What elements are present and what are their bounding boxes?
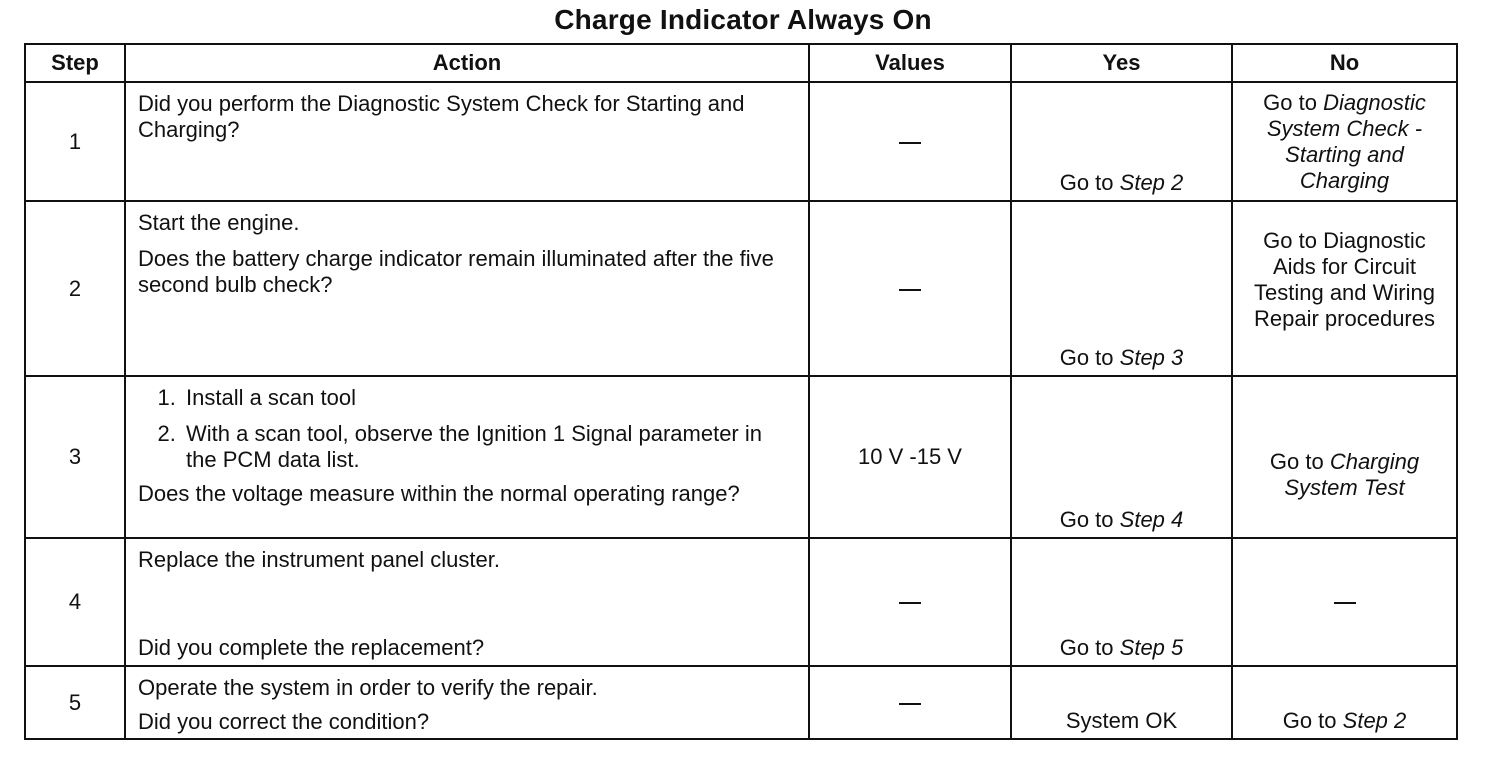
no-dash (1334, 602, 1356, 604)
value-cell (809, 538, 1011, 666)
yes-cell (1011, 376, 1232, 538)
header-yes: Yes (1011, 44, 1232, 82)
step-number: 4 (25, 538, 125, 666)
action-question: Did you correct the condition? (138, 709, 430, 734)
step-number: 2 (25, 201, 125, 376)
list-item: 2. With a scan tool, observe the Ignition 1 Signal parameter in the PCM data list. (182, 421, 796, 473)
header-action: Action (125, 44, 809, 82)
action-text: Operate the system in order to verify the repair. (138, 675, 598, 700)
header-values: Values (809, 44, 1011, 82)
no-reference-link[interactable]: Diagnostic System Check - Starting and Charging (1266, 89, 1426, 193)
action-text: Start the engine. (138, 210, 300, 235)
no-prefix: Go to (1282, 708, 1337, 733)
value-cell (809, 201, 1011, 376)
no-cell (1232, 376, 1457, 538)
table-row (25, 666, 1457, 739)
header-no: No (1232, 44, 1457, 82)
value-cell: 10 V -15 V (809, 376, 1011, 538)
header-step: Step (25, 44, 125, 82)
yes-text: System OK (1065, 708, 1178, 733)
yes-cell (1011, 201, 1232, 376)
no-cell (1232, 201, 1457, 376)
step-number: 3 (25, 376, 125, 538)
yes-cell (1011, 82, 1232, 201)
value-cell (809, 666, 1011, 739)
yes-step-link[interactable]: Step 5 (1119, 635, 1184, 660)
action-text: Replace the instrument panel cluster. (138, 547, 500, 572)
value-dash (899, 289, 921, 291)
value-cell (809, 82, 1011, 201)
no-cell (1232, 666, 1457, 739)
no-prefix: Go to (1263, 89, 1317, 115)
page-title: Charge Indicator Always On (554, 4, 932, 35)
yes-prefix: Go to (1059, 635, 1114, 660)
table-row (25, 538, 1457, 666)
yes-cell (1011, 666, 1232, 739)
diagnostic-table (24, 43, 1458, 740)
yes-step-link[interactable]: Step 2 (1119, 170, 1184, 195)
no-prefix: Go to (1269, 449, 1324, 474)
action-question: Does the battery charge indicator remain illuminated after the five second bulb check? (138, 246, 774, 297)
action-cell (125, 666, 809, 739)
table-row (25, 82, 1457, 201)
yes-step-link[interactable]: Step 4 (1119, 507, 1184, 532)
no-cell (1232, 538, 1457, 666)
action-text: Did you perform the Diagnostic System Check for Starting and Charging? (138, 91, 745, 142)
value-dash (899, 142, 921, 144)
value-dash (899, 602, 921, 604)
action-cell (125, 201, 809, 376)
table-row (25, 201, 1457, 376)
action-steps-list (138, 385, 796, 473)
no-cell (1232, 82, 1457, 201)
header-row (25, 44, 1457, 82)
action-cell (125, 82, 809, 201)
no-step-link[interactable]: Step 2 (1342, 708, 1407, 733)
action-question: Did you complete the replacement? (138, 635, 485, 660)
yes-prefix: Go to (1059, 507, 1114, 532)
yes-prefix: Go to (1059, 345, 1114, 370)
step-number: 1 (25, 82, 125, 201)
table-row (25, 376, 1457, 538)
action-cell (125, 538, 809, 666)
no-text: Go to Diagnostic Aids for Circuit Testing and Wiring Repair procedures (1254, 228, 1435, 331)
yes-prefix: Go to (1059, 170, 1114, 195)
list-item: 1. Install a scan tool (182, 385, 796, 411)
no-reference-link[interactable]: Charging System Test (1284, 449, 1420, 500)
yes-cell (1011, 538, 1232, 666)
action-cell (125, 376, 809, 538)
value-dash (899, 703, 921, 705)
action-question: Does the voltage measure within the normal operating range? (138, 481, 740, 506)
yes-step-link[interactable]: Step 3 (1119, 345, 1184, 370)
step-number: 5 (25, 666, 125, 739)
